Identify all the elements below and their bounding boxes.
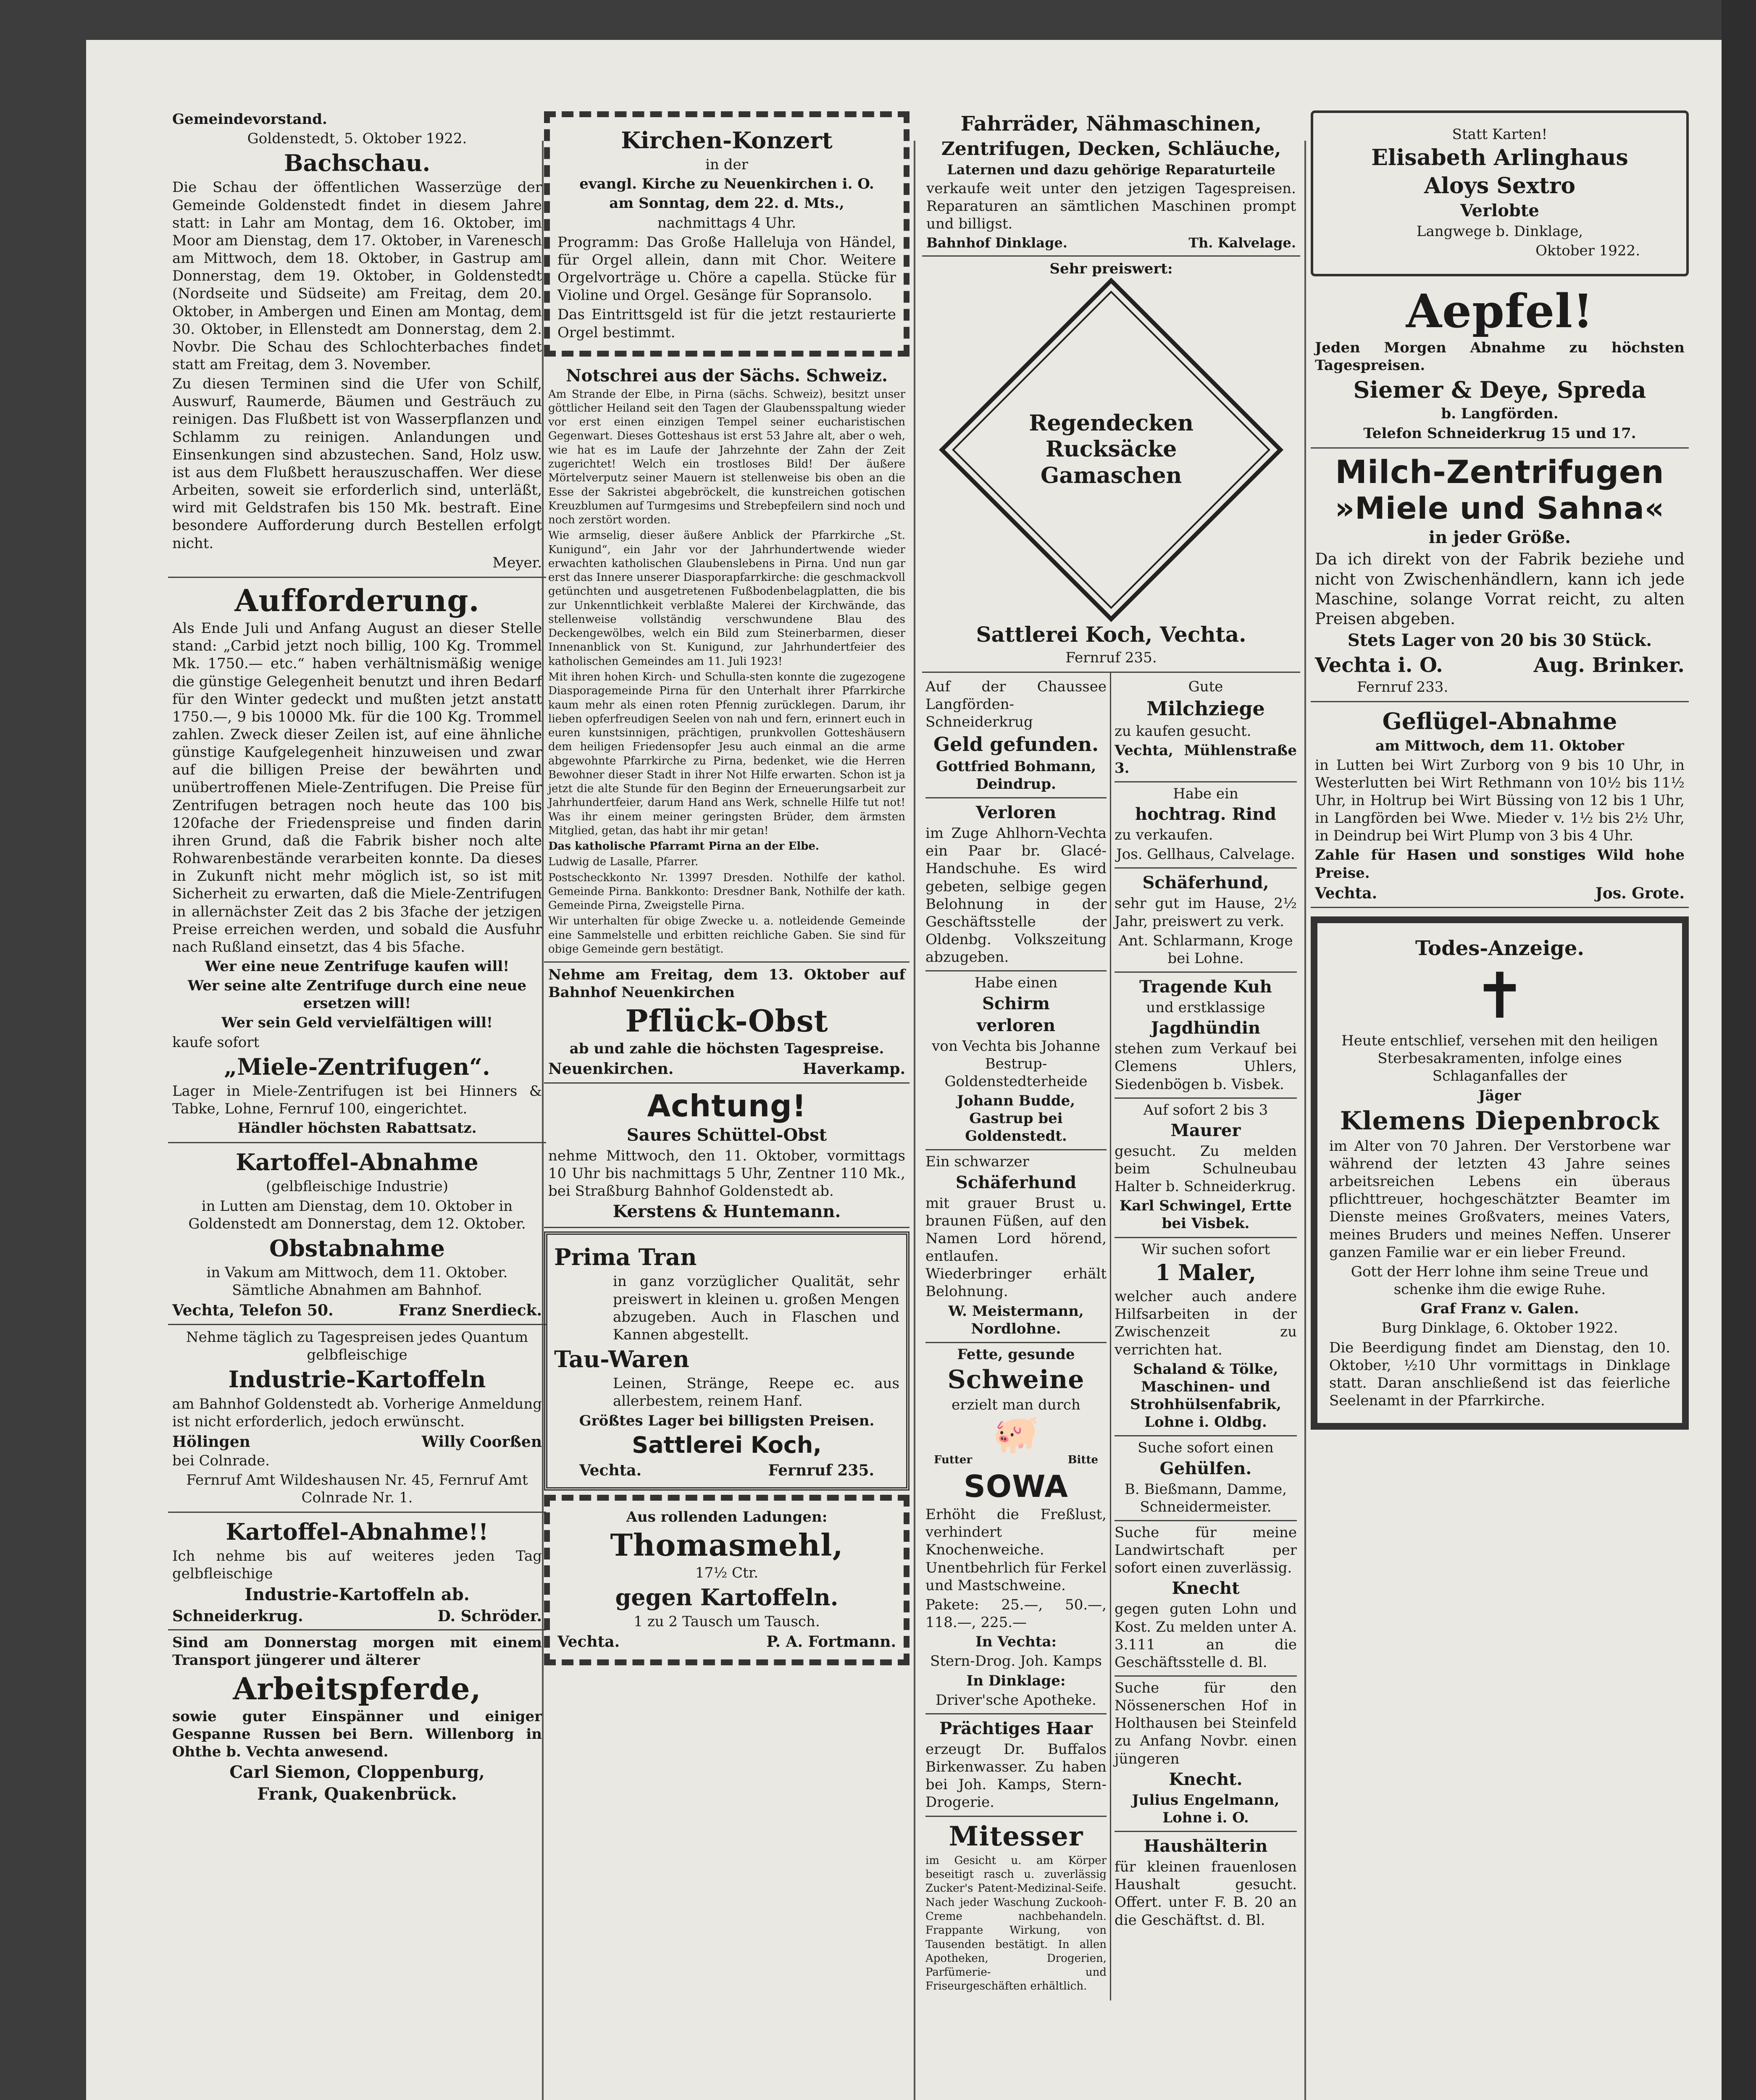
ad-signature: Vechta, Mühlenstraße 3.: [1115, 742, 1297, 777]
ad-signature: Th. Kalvelage.: [1188, 235, 1296, 251]
ad-brand: »Miele und Sahna«: [1335, 491, 1665, 526]
ad-signature: Das katholische Pfarramt Pirna an der Elbe.: [548, 840, 819, 853]
ad-place: Vechta.: [1315, 884, 1377, 902]
ad-maurer: [1115, 1099, 1297, 1238]
ad-phone: Fernruf 235.: [1065, 649, 1157, 666]
ad-place: Bahnhof Dinklage.: [926, 235, 1067, 251]
ad-body: gegen guten Lohn und Kost. Zu melden unter A. 3.111 an die Geschäftsstelle d. Bl.: [1115, 1601, 1297, 1671]
ad-signature: P. A. Fortmann.: [766, 1633, 896, 1651]
ad-phone: Fernruf 235.: [768, 1461, 874, 1479]
ad-title: Kartoffel-Abnahme!!: [226, 1518, 489, 1546]
ad-line: Habe einen: [974, 974, 1058, 992]
ad-body: erzeugt Dr. Buffalos Birkenwasser. Zu haben bei Joh. Kamps, Stern-Drogerie.: [925, 1740, 1107, 1811]
ad-body: Gott der Herr lohne ihm seine Treue und schenke ihm die ewige Ruhe.: [1351, 1263, 1649, 1298]
ad-body: und erstklassige: [1146, 999, 1265, 1016]
ad-label: Bitte: [1067, 1454, 1098, 1467]
ad-signature: Julius Engelmann, Lohne i. O.: [1132, 1791, 1280, 1826]
ad-place: Neuenkirchen.: [548, 1060, 674, 1078]
ad-body: Ich nehme bis auf weiteres jeden Tag gelbfleischige: [172, 1548, 542, 1583]
ad-title: Tragende Kuh: [1139, 977, 1272, 997]
ad-line: Zahle für Hasen und sonstiges Wild hohe Preise.: [1315, 847, 1685, 882]
cross-icon: ✝: [1473, 960, 1526, 1033]
ad-item: Gamaschen: [1040, 463, 1182, 489]
ad-title: hochtrag. Rind: [1135, 804, 1276, 824]
ad-line: Driver'sche Apotheke.: [936, 1691, 1096, 1709]
ad-subtitle: (gelbfleischige Industrie): [266, 1178, 449, 1195]
ad-title: Knecht.: [1169, 1769, 1243, 1789]
ad-subtitle: in jeder Größe.: [1428, 528, 1571, 548]
small-ads-left: [922, 673, 1111, 2000]
ad-signature: Frank, Quakenbrück.: [257, 1784, 457, 1804]
ad-pflueck-obst: [544, 963, 910, 1083]
ad-signature: Johann Budde, Gastrup bei Goldenstedt.: [957, 1092, 1075, 1145]
diamond-frame: [939, 278, 1283, 622]
ad-signature: Graf Franz v. Galen.: [1420, 1300, 1579, 1318]
ad-aepfel: [1311, 280, 1689, 448]
ad-milchziege: [1115, 675, 1297, 782]
ad-body: sowie guter Einspänner und einiger Gespanne Russen bei Bern. Willenborg in Ohthe b. Vechta anwesend.: [172, 1708, 542, 1761]
ad-title: Geflügel-Abnahme: [1382, 708, 1617, 735]
ad-item: Rucksäcke: [1045, 436, 1177, 462]
column-1: [168, 107, 546, 2100]
ad-line: In Dinklage:: [966, 1672, 1066, 1689]
ad-place: Vechta, Telefon 50.: [172, 1302, 334, 1320]
ad-body: zu verkaufen.: [1115, 827, 1213, 844]
ad-signature: Jos. Gellhaus, Calvelage.: [1116, 846, 1295, 863]
ad-title: Schäferhund: [955, 1172, 1077, 1192]
ad-line: Suche sofort einen: [1138, 1439, 1274, 1457]
ad-name: Klemens Diepenbrock: [1340, 1106, 1660, 1136]
ad-title: Industrie-Kartoffeln: [228, 1366, 486, 1393]
ad-body: Die Beerdigung findet am Dienstag, den 10. Oktober, ½10 Uhr vormittags in Dinklage statt. Daran anschließend ist das feierliche Seelenamt in der Pfarrkirche.: [1329, 1339, 1670, 1409]
ad-maler: [1115, 1238, 1297, 1437]
ad-title: Prächtiges Haar: [939, 1718, 1093, 1738]
ad-signature: Meyer.: [492, 554, 542, 571]
ad-title: 1 Maler,: [1155, 1260, 1257, 1286]
ad-price: Pakete: 25.—, 50.—, 118.—, 225.—: [925, 1596, 1107, 1631]
ad-signature: Ludwig de Lasalle, Pfarrer.: [548, 856, 699, 869]
ad-body: Lager in Miele-Zentrifugen ist bei Hinners & Tabke, Lohne, Fernruf 100, eingerichtet.: [172, 1082, 542, 1118]
ad-title: Obstabnahme: [269, 1234, 445, 1262]
ad-schweine-sowa: [925, 1343, 1107, 1714]
ad-body: Auf der Chaussee Langförden-Schneiderkrug: [925, 678, 1107, 731]
ad-signature: Franz Snerdieck.: [398, 1302, 542, 1320]
ad-achtung: [544, 1084, 910, 1228]
ad-place: bei Colnrade.: [172, 1452, 270, 1469]
ad-title: Knecht: [1172, 1578, 1240, 1599]
ad-milch-zentrifugen: [1311, 449, 1689, 703]
ad-signature-row: [926, 234, 1296, 252]
ad-body: ab und zahle die höchsten Tagespreise.: [569, 1040, 884, 1057]
ad-body: Heute entschlief, versehen mit den heiligen Sterbesakramenten, infolge eines Schlaganfalles der: [1341, 1032, 1658, 1085]
ad-title: Todes-Anzeige.: [1415, 936, 1585, 960]
ad-title: Aufforderung.: [234, 582, 480, 618]
ad-signature: Haverkamp.: [802, 1060, 905, 1078]
ad-title: Tau-Waren: [554, 1346, 689, 1373]
ad-firm: Sattlerei Koch, Vechta.: [976, 622, 1246, 647]
ad-rind: [1115, 782, 1297, 869]
ad-body: Programm: Das Große Halleluja von Händel, für Orgel allein, dann mit Chor. Weitere Orgelvorträge u. Chöre a capella. Stücke für Violine und Orgel. Gesänge für Sopransolo.: [557, 234, 896, 304]
ad-title: Haushälterin: [1144, 1836, 1268, 1856]
ad-body: im Alter von 70 Jahren. Der Verstorbene war während der letzten 43 Jahre seines arbeitsreichen Lebens ein überaus pflichttreuer, hochgeschätzter Beamter im Dienste meines Großvaters, meines Vaters, meines Bruders und meines Neffen. Unserer ganzen Familie war er ein lieber Freund.: [1329, 1137, 1670, 1261]
ad-body: Wir unterhalten für obige Zwecke u. a. notleidende Gemeinde eine Sammelstelle und erbitten reichliche Gaben. Sie sind für obige Gemeinde gern bestätigt.: [548, 915, 905, 956]
ad-name: Elisabeth Arlinghaus: [1371, 145, 1628, 171]
ad-title: gegen Kartoffeln.: [615, 1584, 839, 1611]
ad-line: Aus rollenden Ladungen:: [626, 1508, 828, 1525]
ad-body: Das Eintrittsgeld ist für die jetzt restaurierte Orgel bestimmt.: [557, 306, 896, 341]
ad-title: Aepfel!: [1406, 284, 1594, 339]
ad-aufforderung: [168, 578, 546, 1144]
ad-knecht: [1115, 1521, 1297, 1677]
ad-arbeitspferde: [168, 1630, 546, 1809]
ad-signature: D. Schröder.: [437, 1607, 542, 1625]
ad-title: Verlobte: [1460, 200, 1539, 220]
ad-line: Habe ein: [1173, 785, 1238, 802]
ad-kartoffel-abnahme: [168, 1143, 546, 1325]
ad-place: Vechta.: [557, 1633, 620, 1651]
ad-line: Wir suchen sofort: [1141, 1241, 1270, 1258]
ad-phone: Fernruf Amt Wildeshausen Nr. 45, Fernruf Amt Colnrade Nr. 1.: [186, 1471, 528, 1506]
ad-line: Statt Karten!: [1452, 126, 1548, 143]
ad-title: Gehülfen.: [1159, 1458, 1252, 1478]
ad-line: Fette, gesunde: [957, 1346, 1075, 1363]
ad-signature: Ant. Schlarmann, Kroge bei Lohne.: [1118, 932, 1293, 967]
ad-signature: Jos. Grote.: [1595, 884, 1685, 902]
ad-title: Kartoffel-Abnahme: [236, 1149, 478, 1176]
ad-gehuelfen: [1115, 1436, 1297, 1521]
ad-signature: W. Meistermann, Nordlohne.: [948, 1302, 1084, 1337]
ad-schaeferhund-entlaufen: [925, 1150, 1107, 1343]
ad-date: Burg Dinklage, 6. Oktober 1922.: [1381, 1320, 1618, 1337]
ad-thomasmehl: [544, 1495, 910, 1666]
ad-signature: Willy Coorßen: [421, 1433, 542, 1451]
ad-body: Mit ihren hohen Kirch- und Schulla-sten konnte die zugezogene Diasporagemeinde Pirna für den Unterhalt ihrer Pfarrkirche kaum mehr als einen roten Pfennig zurücklegen. Darum, ihr lieben opferfreudigen Seelen von nah und fern, erinnert euch in euren kunstsinnigen, prächtigen, prunkvollen Gotteshäusern dem heiligen Friedensopfer Jesu auch einmal an die arme abgewohnte Pfarrkirche zu Pirna, bedenket, wie die Herren Bewohner dieser Stadt in ihrer Not Hilfe erwarten. Schon ist ja jetzt die alte Stunde für den Beginn der Erneuerungsarbeit zur Jahrhundertfeier, darum Hand ans Werk, schnelle Hilfe tut not! Was ihr einem meiner geringsten Brüder, dem ärmsten Mitglied, getan, das habt ihr mir getan!: [548, 670, 905, 837]
ad-line: Wer eine neue Zentrifuge kaufen will!: [205, 958, 510, 975]
ad-body: verkaufe weit unter den jetzigen Tagespreisen. Reparaturen an sämtlichen Maschinen prompt und billigst.: [926, 180, 1296, 233]
ad-body: erzielt man durch: [952, 1396, 1080, 1414]
ad-gefluegel-abnahme: [1311, 702, 1689, 908]
ad-firm: Sattlerei Koch,: [632, 1431, 822, 1458]
ad-header: Gemeindevorstand.: [172, 111, 327, 128]
ad-firm: Siemer & Deye, Spreda: [1353, 376, 1646, 403]
ad-subtitle: am Mittwoch, dem 11. Oktober: [1375, 737, 1624, 754]
ad-phone: Telefon Schneiderkrug 15 und 17.: [1363, 425, 1636, 442]
ad-body: nehme Mittwoch, den 11. Oktober, vormittags 10 Uhr bis nachmittags 5 Uhr, Zentner 110 Mk., bei Straßburg Bahnhof Goldenstedt ab.: [548, 1147, 905, 1200]
ad-date: Oktober 1922.: [1535, 242, 1640, 260]
ad-title: Arbeitspferde,: [233, 1670, 481, 1706]
ad-body: Suche für meine Landwirtschaft per sofort einen zuverlässig.: [1115, 1524, 1297, 1577]
ad-body: Da ich direkt von der Fabrik beziehe und nicht von Zwischenhändlern, kann ich jede Maschine, solange Vorrat reicht, zu alten Preisen abgeben.: [1315, 550, 1685, 628]
ad-line: Stern-Drog. Joh. Kamps: [930, 1653, 1102, 1670]
ad-brand: „Miele-Zentrifugen“.: [224, 1053, 490, 1080]
ad-mitesser: [925, 1817, 1107, 1998]
ad-title: Mitesser: [949, 1820, 1083, 1852]
ad-body: Suche für den Nössenerschen Hof in Holthausen bei Steinfeld zu Anfang Novbr. einen jüngeren: [1115, 1679, 1297, 1767]
ad-line: in der: [705, 156, 748, 173]
ad-body: zu kaufen gesucht.: [1115, 722, 1251, 740]
ad-line: nachmittags 4 Uhr.: [657, 214, 797, 231]
ad-body: Wie armselig, dieser äußere Anblick der Pfarrkirche „St. Kunigund“, ein Jahr vor der Jahrhundertwende wieder erwachten katholischen Glaubenslebens in Pirna. Und nun gar erst das Innere unserer Diasporapfarrkirche: die geschmackvoll getünchten und ausgetretenen Fußbodenbelagplatten, die bis zur Unkenntlichkeit verblaßte Malerei der Kirchwände, das stellenweise vollständig verschwundene Blau des Deckengewölbes, welch ein Bild zum Steinerbarmen, dieser Innenanblick von St. Kunigund, zur Jahrhundertfeier des katholischen Gemeindes am 11. Juli 1923!: [548, 529, 905, 668]
ad-body: mit grauer Brust u. braunen Füßen, auf den Namen Lord hörend, entlaufen. Wiederbringer erhält Belohnung.: [925, 1194, 1107, 1300]
column-4: [1311, 107, 1689, 2100]
ad-sattlerei-koch: [922, 257, 1300, 673]
ad-line: Auf sofort 2 bis 3: [1143, 1101, 1268, 1118]
ad-signature-row: [548, 1059, 905, 1079]
ad-body: von Vechta bis Johanne Bestrup-Goldenstedterheide: [932, 1037, 1100, 1090]
ad-line: In Vechta:: [975, 1633, 1057, 1651]
ad-title: Achtung!: [647, 1088, 807, 1124]
ad-title: Thomasmehl,: [610, 1527, 844, 1563]
ad-footer: Händler höchsten Rabattsatz.: [237, 1120, 477, 1137]
ad-date: Goldenstedt, 5. Oktober 1922.: [247, 130, 467, 147]
ad-body: am Bahnhof Goldenstedt ab. Vorherige Anmeldung ist nicht erforderlich, jedoch erwünscht.: [172, 1395, 542, 1430]
ad-signature-row: [172, 1606, 542, 1626]
ad-signature-row: [172, 1432, 542, 1452]
ad-knecht-2: [1115, 1677, 1297, 1832]
ad-phone: Fernruf 233.: [1357, 679, 1448, 696]
ad-body: Jeden Morgen Abnahme zu höchsten Tagespreisen.: [1315, 339, 1685, 374]
ad-body: Erhöht die Freßlust, verhindert Knochenweiche. Unentbehrlich für Ferkel und Mastschweine.: [925, 1506, 1107, 1594]
ad-todes-anzeige: [1311, 916, 1689, 1430]
ad-title: Pflück-Obst: [625, 1003, 828, 1039]
ad-geld-gefunden: [925, 675, 1107, 798]
ad-signature-row: [1315, 652, 1685, 678]
ad-line: 17½ Ctr.: [695, 1564, 759, 1581]
ad-body: im Gesicht u. am Körper beseitigt rasch u. zuverlässig Zucker's Patent-Medizinal-Seife. Nach jeder Waschung Zuckooh-Creme nachbehandeln. Frappante Wirkung, von Tausenden bestätigt. In allen Apotheken, Drogerien, Parfümerie- und Friseurgeschäften erhältlich.: [925, 1854, 1107, 1993]
ad-signature: Kerstens & Huntemann.: [612, 1202, 841, 1222]
column-2: [544, 107, 910, 2100]
pig-icon: 🐖: [992, 1412, 1040, 1457]
ad-line: Jäger: [1478, 1087, 1521, 1104]
ad-body: Als Ende Juli und Anfang August an dieser Stelle stand: „Carbid jetzt noch billig, 100 Kg. Trommel Mk. 1750.— etc.“ haben verhältnismäßig wenige die günstige Gelegenheit benutzt und ihren Bedarf für den Winter gedeckt und mußten jetzt anstatt 1750.—, 9 bis 10000 Mk. für die 100 Kg. Trommel zahlen. Zweck dieser Zeilen ist, auf eine ähnliche günstige Kaufgelegenheit hinzuweisen und zwar auf die billigen Preise der bewährten und unübertroffenen Miele-Zentrifugen. Die Preise für Zentrifugen betragen noch heute das 100 bis 120fache der Friedenspreise und finden darin ihren Grund, daß die Fabrik bisher noch alte Rohwarenbestände verarbeiten konnte. Da dieses in Zukunft nicht mehr möglich ist, so ist mit Sicherheit zu erwarten, daß die Miele-Zentrifugen in allernächster Zeit das 2 bis 3fache der jetzigen Preise erreichen werden, und sobald die Ausfuhr nach Rußland einsetzt, das 4 bis 5fache.: [172, 620, 542, 956]
ad-title: Laternen und dazu gehörige Reparaturteile: [947, 162, 1275, 178]
ad-title: Milch-Zentrifugen: [1335, 453, 1664, 491]
ad-body: Zu diesen Terminen sind die Ufer von Schilf, Auswurf, Raumerde, Bäumen und Gesträuch zu reinigen. Das Flußbett ist von Wasserpflanzen und Schlamm zu reinigen. Anlandungen und Einsenkungen sind abzustechen. Sand, Holz usw. ist aus dem Flußbett herauszuschaffen. Wer diese Arbeiten, soweit sie erforderlich sind, unterläßt, wird mit Geldstrafen bis 150 Mk. bestraft. Eine besondere Aufforderung durch Bestellen erfolgt nicht.: [172, 375, 542, 552]
ad-subtitle: Saures Schüttel-Obst: [626, 1125, 827, 1145]
ad-line: Gute: [1188, 678, 1223, 696]
ad-signature: Schaland & Tölke, Maschinen- und Strohhülsenfabrik, Lohne i. Oldbg.: [1130, 1360, 1282, 1431]
ad-body: Nehme täglich zu Tagespreisen jedes Quantum gelbfleischige: [186, 1329, 528, 1364]
ad-body: in Vakum am Mittwoch, dem 11. Oktober. Sämtliche Abnahmen am Bahnhof.: [206, 1264, 508, 1299]
ad-fahrraeder: [922, 107, 1300, 257]
ad-haushaelterin: [1115, 1832, 1297, 1933]
ad-signature-row: [172, 1301, 542, 1320]
ad-place: Vechta.: [579, 1461, 642, 1479]
small-ads-grid: [922, 673, 1300, 2000]
ad-body: Postscheckkonto Nr. 13997 Dresden. Nothilfe der kathol. Gemeinde Pirna. Bankkonto: Dresdner Bank, Nothilfe der kath. Gemeinde Pirna, Zweigstelle Pirna.: [548, 871, 905, 912]
ad-title: Fahrräder, Nähmaschinen,: [960, 112, 1262, 136]
ad-title: Kirchen-Konzert: [621, 127, 833, 154]
ad-body: Leinen, Stränge, Reepe ec. aus allerbestem, reinem Hanf.: [613, 1375, 899, 1410]
ad-notschrei: [544, 361, 910, 963]
ad-title: Jagdhündin: [1151, 1018, 1261, 1038]
ad-title: Geld gefunden.: [933, 732, 1099, 756]
ad-title: Schweine: [947, 1365, 1085, 1395]
scan-border: [1722, 0, 1756, 2100]
ad-line: Stets Lager von 20 bis 30 Stück.: [1347, 630, 1652, 650]
ad-line: Ein schwarzer: [925, 1153, 1029, 1171]
ad-title: Schirm: [982, 993, 1050, 1013]
ad-signature-row: [554, 1461, 899, 1480]
ad-signature: Aug. Brinker.: [1533, 653, 1685, 677]
ad-body: in Lutten bei Wirt Zurborg von 9 bis 10 Uhr, in Westerlutten bei Wirt Rethmann von 10½ bis 11½ Uhr, in Holtrup bei Wirt Büssing von 12 bis 1 Uhr, in Langförden bei Wwe. Mieder v. 1½ bis 2½ Uhr, in Deindrup bei Wirt Plump von 3 bis 4 Uhr.: [1315, 756, 1685, 845]
ad-title: Zentrifugen, Decken, Schläuche,: [941, 138, 1281, 160]
ad-body: im Zuge Ahlhorn-Vechta ein Paar br. Glacé-Handschuhe. Es wird gebeten, selbige gegen Belohnung in der Geschäftsstelle der Oldenbg. Volkszeitung abzugeben.: [925, 825, 1107, 966]
ad-place: b. Langförden.: [1441, 405, 1559, 423]
ad-body: in Lutten am Dienstag, dem 10. Oktober in Goldenstedt am Donnerstag, dem 12. Oktober.: [188, 1197, 526, 1232]
ad-body: Am Strande der Elbe, in Pirna (sächs. Schweiz), besitzt unser göttlicher Heiland seit den Tagen der Glaubensspaltung wieder vor erst einen einzigen Tempel seiner eucharistischen Gegenwart. Dieses Gotteshaus ist erst 53 Jahre alt, aber o weh, wie hat es im Laufe der Jahrzehnte der Zahn der Zeit zugerichtet! Welch ein trostloses Bild! Der äußere Mörtelverputz seiner Mauern ist stellenweise bis oben an die Esse der Sakristei abgebröckelt, die kunstreichen gotischen Kreuzblumen auf Turmgesims und Strebepfeilern sind noch und noch zerstört worden.: [548, 388, 905, 527]
ad-title: verloren: [976, 1015, 1056, 1035]
ad-signature: B. Bießmann, Damme, Schneidermeister.: [1124, 1480, 1287, 1515]
column-3: [922, 107, 1300, 2100]
column-rule: [914, 141, 915, 2100]
ad-body: stehen zum Verkauf bei Clemens Uhlers, Siedenbögen b. Visbek.: [1115, 1040, 1297, 1093]
ad-body: Die Schau der öffentlichen Wasserzüge der Gemeinde Goldenstedt findet in diesem Jahre statt: in Lahr am Montag, dem 16. Oktober, im Moor am Dienstag, dem 17. Oktober, in Varenesch am Mittwoch, dem 18. Oktober, in Gastrup am Donnerstag, dem 19. Oktober, in Goldenstedt (Nordseite und Südseite) am Freitag, dem 20. Oktober, in Ambergen und Einen am Montag, dem 30. Oktober, in Ellenstedt am Donnerstag, dem 2. Novbr. Die Schau des Schlochterbaches findet statt am Freitag, dem 3. November.: [172, 179, 542, 373]
ad-body: welcher auch andere Hilfsarbeiten in der Zwischenzeit zu verrichten hat.: [1115, 1288, 1297, 1358]
ad-bachschau: [168, 107, 546, 578]
ad-kirchen-konzert: [544, 111, 910, 357]
ad-kartoffel-abnahme-2: [168, 1513, 546, 1630]
ad-body: in ganz vorzüglicher Qualität, sehr preiswert in kleinen u. großen Mengen abzugeben. Auch in Flaschen und Kannen abgestellt.: [613, 1273, 899, 1343]
ad-title: Maurer: [1170, 1120, 1241, 1140]
ad-place: Hölingen: [172, 1433, 250, 1451]
column-rule: [1304, 141, 1306, 2100]
ad-label: Futter: [934, 1454, 973, 1467]
ad-body: Sind am Donnerstag morgen mit einem Transport jüngerer und älterer: [172, 1634, 542, 1669]
ad-line: Sehr preiswert:: [1049, 260, 1173, 277]
ad-body: sehr gut im Hause, 2½ Jahr, preiswert zu verk.: [1115, 895, 1297, 930]
ad-signature: Gottfried Bohmann, Deindrup.: [936, 758, 1096, 793]
ad-schirm: [925, 971, 1107, 1150]
ad-verloren: [925, 798, 1107, 971]
ad-industrie-kartoffeln: [168, 1325, 546, 1513]
ad-title: Verloren: [975, 803, 1057, 823]
ad-verlobung: [1311, 110, 1689, 276]
ad-signature-row: [557, 1632, 896, 1652]
ad-signature: Karl Schwingel, Ertte bei Visbek.: [1120, 1197, 1292, 1232]
ad-place: Vechta i. O.: [1315, 653, 1443, 677]
ad-signature: Carl Siemon, Cloppenburg,: [229, 1762, 485, 1782]
ad-line: Größtes Lager bei billigsten Preisen.: [579, 1412, 875, 1429]
ad-place: Schneiderkrug.: [172, 1607, 303, 1625]
ad-line: am Sonntag, dem 22. d. Mts.,: [609, 195, 844, 212]
ad-title: Notschrei aus der Sächs. Schweiz.: [566, 365, 888, 386]
ad-kuh-jagdhuendin: [1115, 973, 1297, 1099]
ad-line: Wer sein Geld vervielfältigen will!: [221, 1014, 493, 1032]
ad-brand: SOWA: [964, 1468, 1068, 1504]
ad-body: Nehme am Freitag, dem 13. Oktober auf Bahnhof Neuenkirchen: [548, 966, 905, 1001]
ad-tran-tauwaren: [544, 1231, 910, 1490]
ad-item: Regendecken: [1029, 410, 1193, 436]
ad-haar: [925, 1714, 1107, 1817]
ad-title: Milchziege: [1146, 697, 1265, 720]
ad-line: Wer seine alte Zentrifuge durch eine neue ersetzen will!: [187, 977, 527, 1012]
ad-body: gesucht. Zu melden beim Schulneubau Halter b. Schneiderkrug.: [1115, 1142, 1297, 1195]
ad-title: Prima Tran: [554, 1244, 697, 1271]
ad-line: kaufe sofort: [172, 1034, 260, 1051]
ad-name: Aloys Sextro: [1424, 173, 1576, 199]
ad-line: 1 zu 2 Tausch um Tausch.: [634, 1613, 820, 1630]
ad-line: evangl. Kirche zu Neuenkirchen i. O.: [579, 176, 874, 193]
ad-signature-row: [1315, 884, 1685, 903]
ad-title: Bachschau.: [284, 150, 431, 177]
ad-place: Langwege b. Dinklage,: [1416, 223, 1583, 240]
ad-body: für kleinen frauenlosen Haushalt gesucht. Offert. unter F. B. 20 an die Geschäftst. d. Bl.: [1115, 1858, 1297, 1929]
ad-subtitle: Industrie-Kartoffeln ab.: [244, 1584, 470, 1604]
ad-title: Schäferhund,: [1142, 873, 1269, 893]
small-ads-right: [1111, 673, 1300, 2000]
ad-schaeferhund: [1115, 869, 1297, 973]
